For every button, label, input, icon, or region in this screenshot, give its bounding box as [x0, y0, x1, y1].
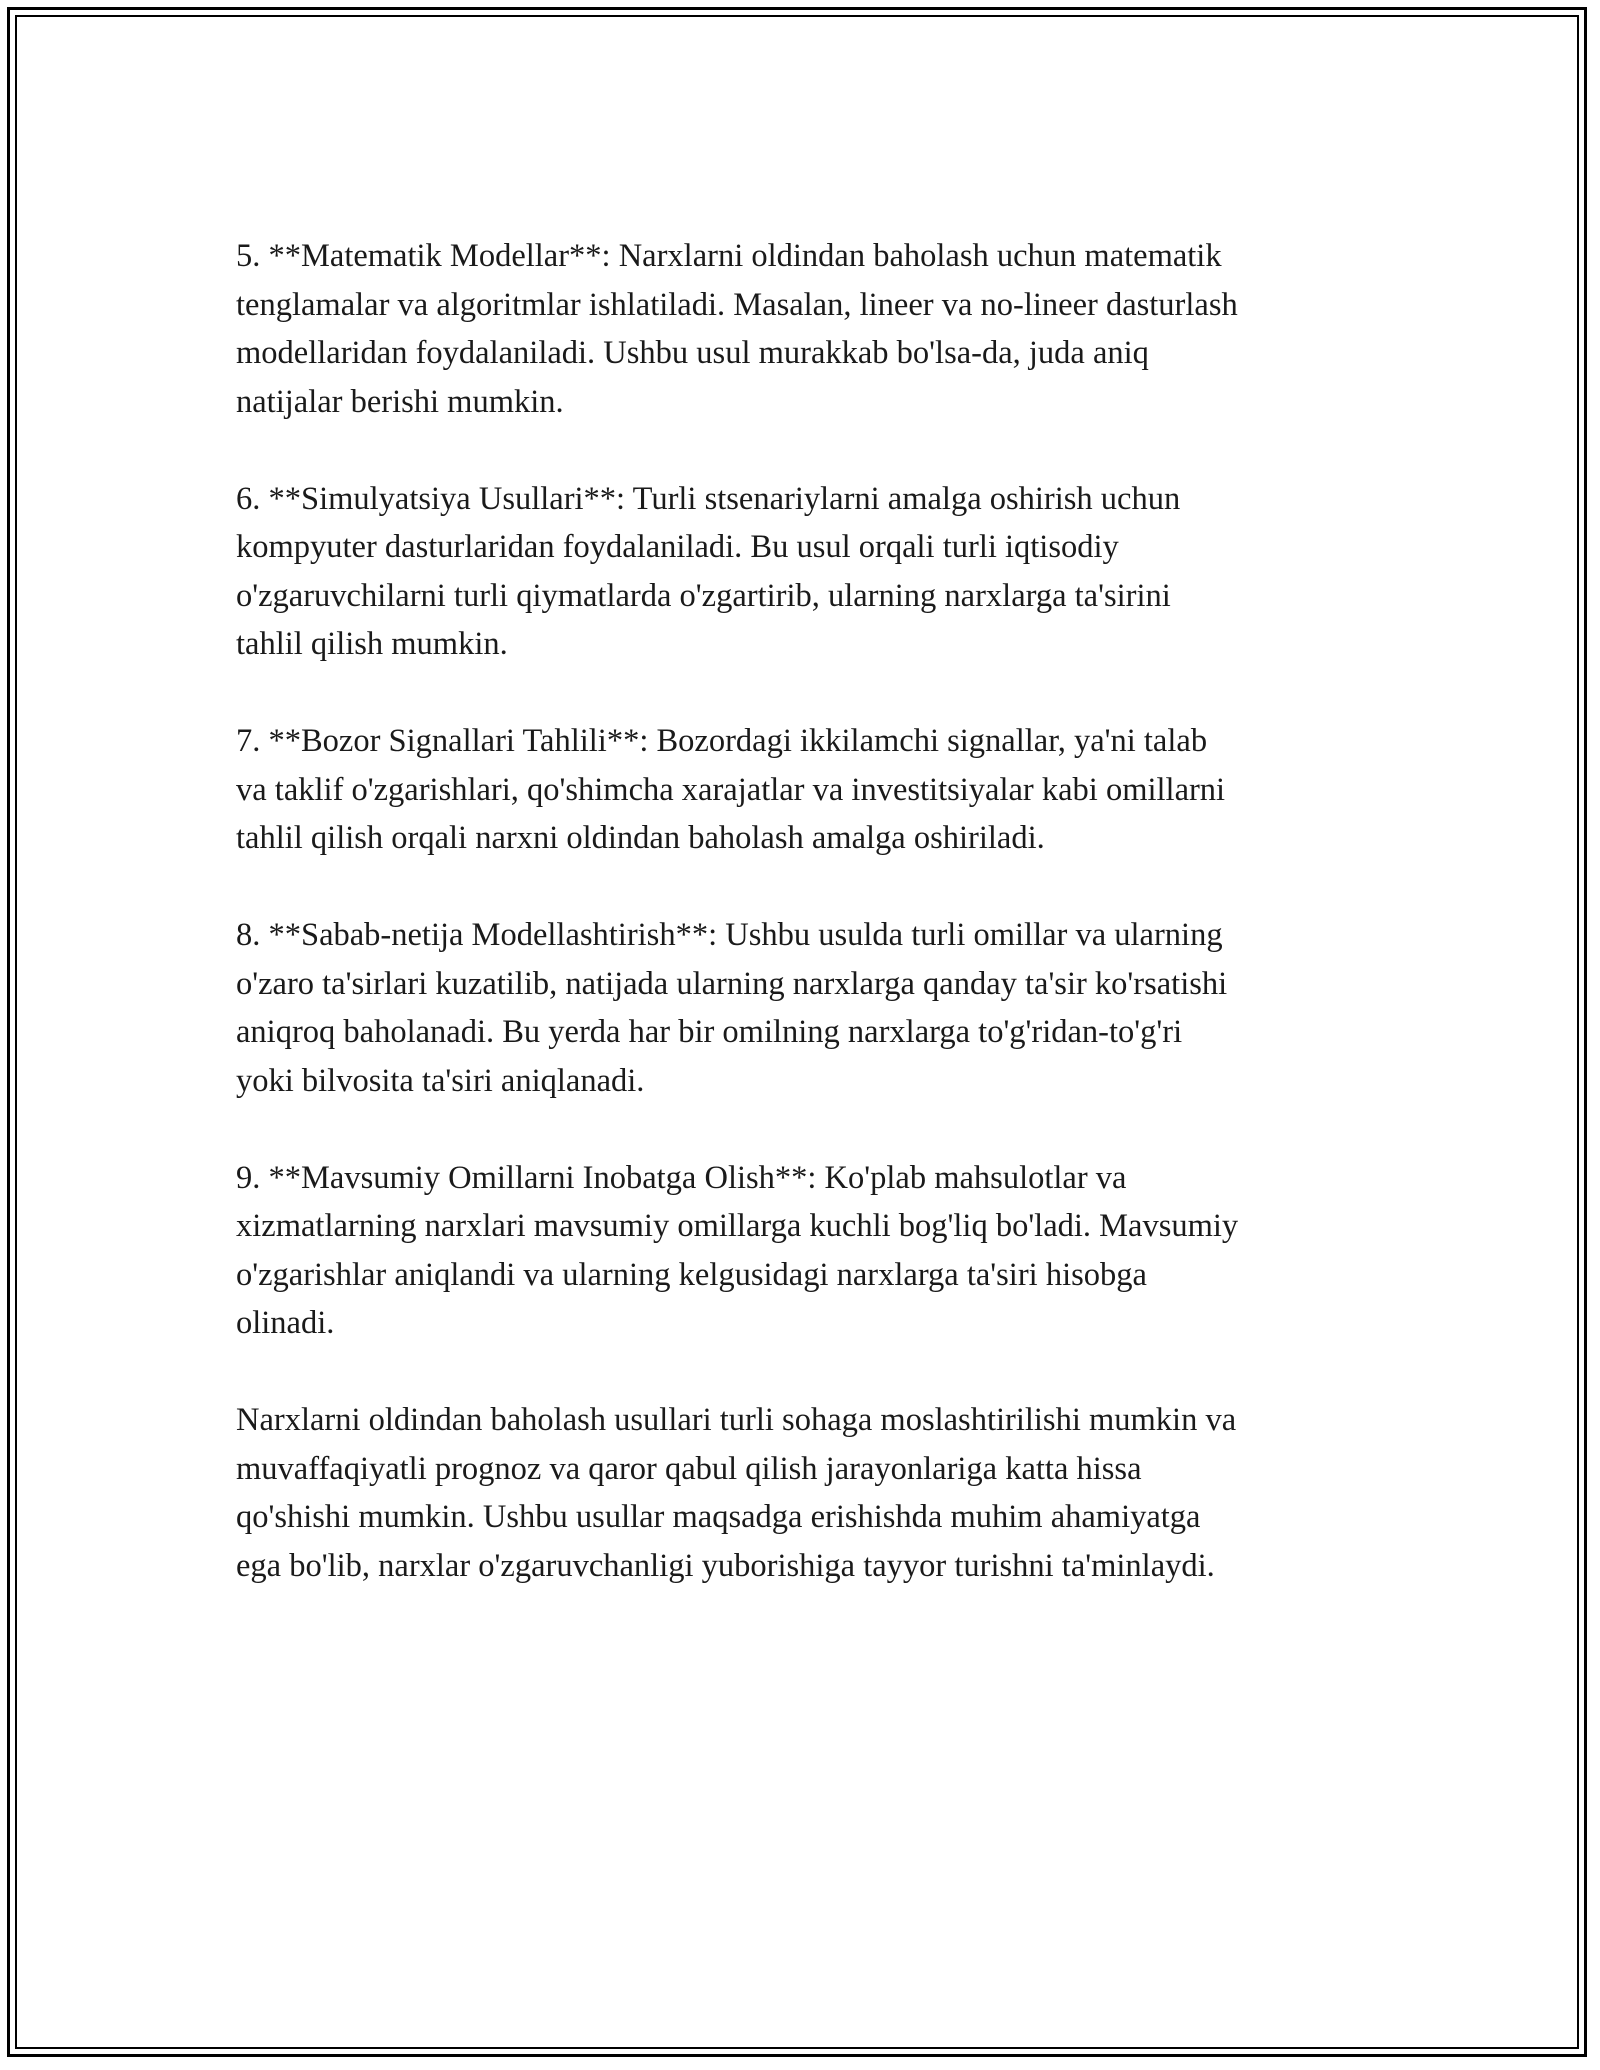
text-line: muvaffaqiyatli prognoz va qaror qabul qilish jarayonlariga katta hissa — [236, 1450, 1142, 1487]
text-line: yoki bilvosita ta'siri aniqlanadi. — [236, 1062, 645, 1099]
text-line: aniqroq baholanadi. Bu yerda har bir omilning narxlarga to'g'ridan-to'g'ri — [236, 1014, 1183, 1050]
text-line: tahlil qilish orqali narxni oldindan baholash amalga oshiriladi. — [236, 820, 1045, 856]
text-line: natijalar berishi mumkin. — [236, 383, 564, 420]
text-line: xizmatlarning narxlari mavsumiy omillarga kuchli bog'liq bo'ladi. Mavsumiy — [236, 1208, 1239, 1244]
text-line: va taklif o'zgarishlari, qo'shimcha xarajatlar va investitsiyalar kabi omillarni — [236, 771, 1226, 808]
paragraph-item-5 — [236, 232, 1376, 426]
paragraph-item-9 — [236, 1154, 1376, 1348]
text-line: tenglamalar va algoritmlar ishlatiladi. Masalan, lineer va no-lineer dasturlash — [236, 286, 1238, 323]
text-line: qo'shishi mumkin. Ushbu usullar maqsadga erishishda muhim ahamiyatga — [236, 1499, 1201, 1535]
paragraph-item-6 — [236, 475, 1376, 669]
text-line: 9. **Mavsumiy Omillarni Inobatga Olish**: Ko'plab mahsulotlar va — [236, 1159, 1127, 1196]
text-line: Narxlarni oldindan baholash usullari turli sohaga moslashtirilishi mumkin va — [236, 1402, 1237, 1438]
document-body — [236, 232, 1376, 1590]
text-line: kompyuter dasturlaridan foydalaniladi. Bu usul orqali turli iqtisodiy — [236, 529, 1119, 565]
text-line: o'zaro ta'sirlari kuzatilib, natijada ularning narxlarga qanday ta'sir ko'rsatishi — [236, 965, 1228, 1002]
text-line: ega bo'lib, narxlar o'zgaruvchanligi yuborishiga tayyor turishni ta'minlaydi. — [236, 1547, 1215, 1584]
text-line: o'zgarishlar aniqlandi va ularning kelgusidagi narxlarga ta'siri hisobga — [236, 1256, 1147, 1293]
text-line: 5. **Matematik Modellar**: Narxlarni oldindan baholash uchun matematik — [236, 238, 1222, 274]
text-line: 6. **Simulyatsiya Usullari**: Turli stsenariylarni amalga oshirish uchun — [236, 480, 1181, 517]
paragraph-item-7 — [236, 717, 1376, 863]
text-line: olinadi. — [236, 1305, 335, 1341]
paragraph-conclusion — [236, 1396, 1376, 1590]
text-line: 8. **Sabab-netija Modellashtirish**: Ushbu usulda turli omillar va ularning — [236, 917, 1223, 953]
paragraph-item-8 — [236, 911, 1376, 1105]
text-line: o'zgaruvchilarni turli qiymatlarda o'zgartirib, ularning narxlarga ta'sirini — [236, 577, 1171, 614]
text-line: 7. **Bozor Signallari Tahlili**: Bozordagi ikkilamchi signallar, ya'ni talab — [236, 723, 1208, 759]
text-line: tahlil qilish mumkin. — [236, 626, 508, 662]
text-line: modellaridan foydalaniladi. Ushbu usul murakkab bo'lsa-da, juda aniq — [236, 335, 1149, 371]
